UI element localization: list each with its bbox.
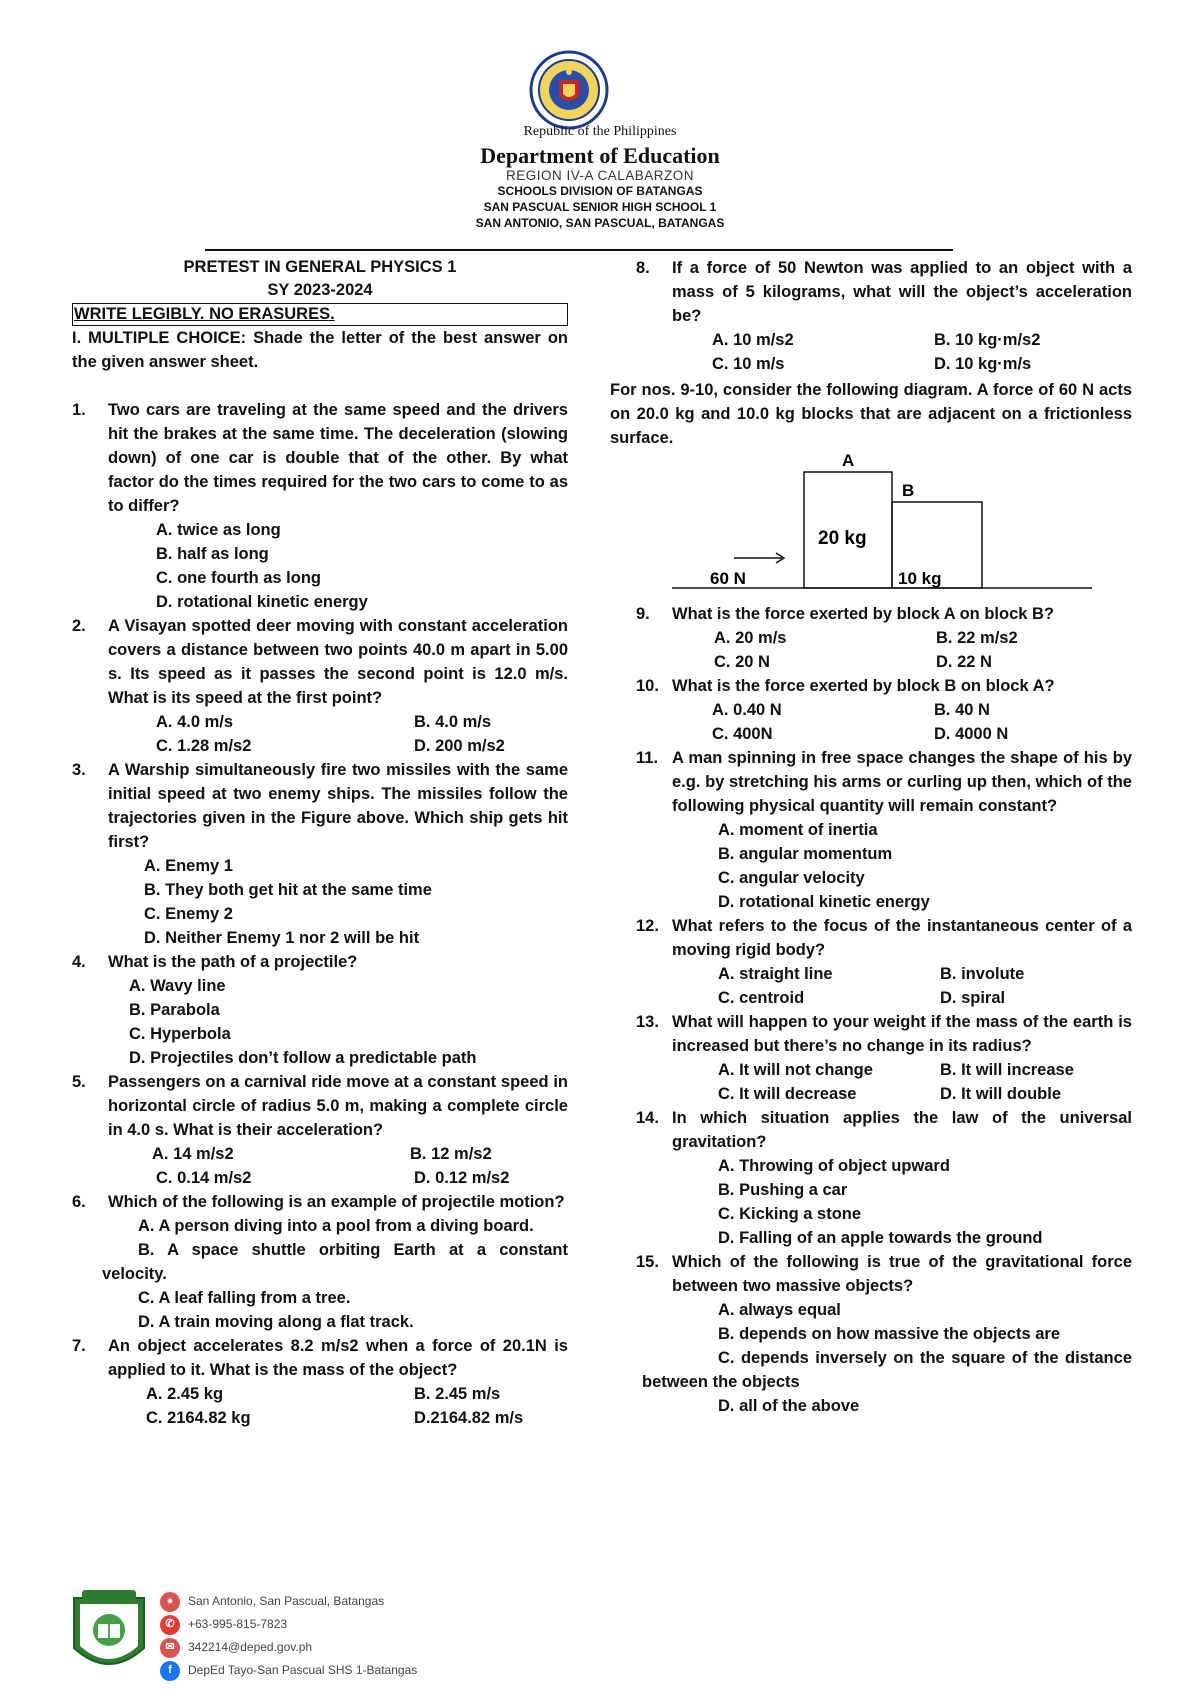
question-number: 13. (636, 1013, 659, 1031)
footer-contact (160, 1590, 417, 1682)
question-5 (72, 1070, 568, 1142)
option-c: C. Hyperbola (129, 1025, 231, 1043)
option-b: B. Parabola (129, 1001, 220, 1019)
option-a: A. It will not change (718, 1061, 873, 1079)
options-row-cd (636, 650, 1132, 674)
email-icon: ✉ (160, 1638, 180, 1658)
question-text: Which of the following is an example of projectile motion? (108, 1193, 565, 1211)
question-text: If a force of 50 Newton was applied to an object with a mass of 5 kilograms, what will the object’s acceleration be? (672, 259, 1132, 325)
option-a: A. straight line (718, 965, 833, 983)
question-text: Two cars are traveling at the same speed and the drivers hit the brakes at the same time. The deceleration (slowing down) of one car is double that of the other. By what factor do the times required for the two cars to come to as to differ? (108, 401, 568, 515)
option-b: B. angular momentum (718, 845, 893, 863)
question-text: What refers to the focus of the instantaneous center of a moving rigid body? (672, 917, 1132, 959)
question-6 (72, 1190, 568, 1214)
option-b: B. It will increase (940, 1061, 1074, 1079)
question-13 (636, 1010, 1132, 1058)
option-c: C. 0.14 m/s2 (156, 1169, 252, 1187)
question-number: 5. (72, 1073, 86, 1091)
question-8 (636, 256, 1132, 328)
question-15 (636, 1250, 1132, 1298)
option-d: D. rotational kinetic energy (156, 593, 368, 611)
question-number: 8. (636, 259, 650, 277)
school-address: SAN ANTONIO, SAN PASCUAL, BATANGAS (475, 216, 725, 230)
blocks-diagram-svg (672, 452, 1112, 602)
option-d: D. all of the above (718, 1397, 860, 1415)
question-number: 2. (72, 617, 86, 635)
option-b: B. Pushing a car (718, 1181, 848, 1199)
question-text: In which situation applies the law of the universal gravitation? (672, 1109, 1132, 1151)
blocks-diagram (636, 452, 1132, 602)
options-row-ab (636, 1058, 1132, 1082)
question-number: 7. (72, 1337, 86, 1355)
options-row-ab (636, 626, 1132, 650)
notice-box: WRITE LEGIBLY. NO ERASURES. (72, 303, 568, 326)
option-d: D. 200 m/s2 (414, 737, 505, 755)
option-c: C. Kicking a stone (718, 1205, 862, 1223)
division-text: SCHOOLS DIVISION OF BATANGAS (497, 184, 703, 198)
option-b: B. 10 kg·m/s2 (934, 331, 1041, 349)
diagram-intro: For nos. 9-10, consider the following diagram. A force of 60 N acts on 20.0 kg and 10.0 kg blocks that are adjacent on a frictionless surface. (610, 381, 1132, 447)
question-text: What will happen to your weight if the mass of the earth is increased but there’s no change in its radius? (672, 1013, 1132, 1055)
option-a: A. 14 m/s2 (152, 1145, 234, 1163)
department-title: Department of Education (480, 143, 720, 168)
option-c: C. 10 m/s (712, 355, 785, 373)
option-d: D. spiral (940, 989, 1006, 1007)
question-text: A Visayan spotted deer moving with constant acceleration covers a distance between two points 40.0 m apart in 5.00 s. Its speed as it passes the second point is 12.0 m/s. What is its speed at the first point? (108, 617, 568, 707)
republic-text: Republic of the Philippines (523, 124, 677, 139)
option-d: D. 10 kg·m/s (934, 355, 1032, 373)
option-c: C. 400N (712, 725, 773, 743)
school-logo (68, 1588, 150, 1684)
question-2 (72, 614, 568, 710)
option-a: A. Throwing of object upward (718, 1157, 950, 1175)
question-number: 1. (72, 401, 86, 419)
option-d: D. Neither Enemy 1 nor 2 will be hit (144, 929, 420, 947)
school-name: SAN PASCUAL SENIOR HIGH SCHOOL 1 (483, 200, 717, 214)
question-number: 15. (636, 1253, 659, 1271)
option-c: C. 20 N (714, 653, 770, 671)
option-c: C. 2164.82 kg (146, 1409, 251, 1427)
footer-phone: +63-995-815-7823 (188, 1617, 288, 1631)
options-row-cd (72, 734, 568, 758)
options-row-cd (72, 1406, 568, 1430)
options-row-ab (636, 328, 1132, 352)
mass-a-label: 20 kg (818, 528, 867, 549)
options-row-cd (636, 1082, 1132, 1106)
option-b: B. depends on how massive the objects are (718, 1325, 1061, 1343)
option-c: C. angular velocity (718, 869, 865, 887)
option-b: B. 4.0 m/s (414, 713, 492, 731)
option-d: D.2164.82 m/s (414, 1409, 524, 1427)
question-14 (636, 1106, 1132, 1154)
option-b: B. 12 m/s2 (410, 1145, 492, 1163)
question-text: What is the force exerted by block A on block B? (672, 605, 1055, 623)
question-text: A Warship simultaneously fire two missiles with the same initial speed at two enemy ships. The missiles follow the trajectories given in the Figure above. Which ship gets hit first? (108, 761, 568, 851)
question-number: 12. (636, 917, 659, 935)
options-row-ab (72, 1382, 568, 1406)
footer-address-row (160, 1590, 417, 1613)
options-row-ab (636, 698, 1132, 722)
option-a: A. 0.40 N (712, 701, 782, 719)
option-a: A. twice as long (156, 521, 281, 539)
question-number: 4. (72, 953, 86, 971)
footer-address: San Antonio, San Pascual, Batangas (188, 1594, 385, 1608)
label-a: A (842, 452, 855, 470)
header-divider (205, 249, 953, 251)
option-d: D. 0.12 m/s2 (414, 1169, 510, 1187)
option-c: C. centroid (718, 989, 805, 1007)
question-text: What is the force exerted by block B on block A? (672, 677, 1055, 695)
question-text: An object accelerates 8.2 m/s2 when a force of 20.1N is applied to it. What is the mass of the object? (108, 1337, 568, 1379)
option-d: D. Falling of an apple towards the ground (718, 1229, 1043, 1247)
question-11 (636, 746, 1132, 818)
exam-title: PRETEST IN GENERAL PHYSICS 1 (183, 258, 457, 276)
question-number: 11. (636, 749, 659, 767)
instruction-text: I. MULTIPLE CHOICE: Shade the letter of the best answer on the given answer sheet. (72, 329, 568, 371)
option-a: A. 10 m/s2 (712, 331, 794, 349)
option-a: A. 2.45 kg (146, 1385, 224, 1403)
question-number: 14. (636, 1109, 659, 1127)
question-text: Passengers on a carnival ride move at a constant speed in horizontal circle of radius 5.0 m, making a complete circle in 4.0 s. What is their acceleration? (108, 1073, 568, 1139)
option-a: A. A person diving into a pool from a diving board. (138, 1217, 534, 1235)
option-a: A. Enemy 1 (144, 857, 233, 875)
option-b: B. half as long (156, 545, 269, 563)
option-a: A. moment of inertia (718, 821, 878, 839)
school-year: SY 2023-2024 (267, 281, 373, 299)
phone-icon: ✆ (160, 1615, 180, 1635)
location-pin-icon: ● (160, 1592, 180, 1612)
question-text: A man spinning in free space changes the shape of his by e.g. by stretching his arms or curling up then, which of the following physical quantity will remain constant? (672, 749, 1132, 815)
question-10 (636, 674, 1132, 698)
question-7 (72, 1334, 568, 1382)
footer-facebook[interactable]: DepEd Tayo-San Pascual SHS 1-Batangas (188, 1663, 418, 1677)
right-column (610, 256, 1132, 1418)
option-d: D. 4000 N (934, 725, 1009, 743)
option-b: B. 22 m/s2 (936, 629, 1018, 647)
question-4 (72, 950, 568, 974)
option-c: C. Enemy 2 (144, 905, 233, 923)
option-b: B. 40 N (934, 701, 990, 719)
options-row-cd (636, 352, 1132, 376)
question-number: 6. (72, 1193, 86, 1211)
option-a: A. 20 m/s (714, 629, 787, 647)
option-c: C. one fourth as long (156, 569, 321, 587)
option-b: B. A space shuttle orbiting Earth at a constant velocity. (102, 1241, 568, 1283)
options-row-cd (636, 722, 1132, 746)
options-row-cd (72, 1166, 568, 1190)
question-3 (72, 758, 568, 854)
question-number: 10. (636, 677, 659, 695)
question-number: 3. (72, 761, 86, 779)
options-row-ab (636, 962, 1132, 986)
options-row-ab (72, 710, 568, 734)
deped-seal-logo (529, 50, 609, 130)
force-label: 60 N (710, 569, 746, 588)
option-d: D. rotational kinetic energy (718, 893, 930, 911)
option-d: D. A train moving along a flat track. (138, 1313, 414, 1331)
question-text: What is the path of a projectile? (108, 953, 358, 971)
options-row-cd (636, 986, 1132, 1010)
footer-phone-row (160, 1613, 417, 1636)
option-c: C. 1.28 m/s2 (156, 737, 252, 755)
footer-email[interactable]: 342214@deped.gov.ph (188, 1640, 313, 1654)
left-column (72, 256, 568, 1430)
option-d: D. 22 N (936, 653, 992, 671)
options-row-ab (72, 1142, 568, 1166)
question-9 (636, 602, 1132, 626)
footer-facebook-row (160, 1659, 417, 1682)
label-b: B (902, 481, 915, 500)
question-number: 9. (636, 605, 650, 623)
option-b: B. They both get hit at the same time (144, 881, 432, 899)
option-a: A. 4.0 m/s (156, 713, 234, 731)
option-c: C. It will decrease (718, 1085, 857, 1103)
option-a: A. Wavy line (129, 977, 226, 995)
option-c: C. A leaf falling from a tree. (138, 1289, 351, 1307)
question-1 (72, 398, 568, 518)
option-b: B. involute (940, 965, 1025, 983)
option-d: D. It will double (940, 1085, 1061, 1103)
region-text: REGION IV-A CALABARZON (505, 168, 695, 183)
mass-b-label: 10 kg (898, 569, 942, 588)
option-b: B. 2.45 m/s (414, 1385, 501, 1403)
facebook-icon: f (160, 1661, 180, 1681)
option-d: D. Projectiles don’t follow a predictable path (129, 1049, 477, 1067)
footer-email-row (160, 1636, 417, 1659)
option-a: A. always equal (718, 1301, 841, 1319)
option-c: C. depends inversely on the square of the distance between the objects (642, 1349, 1132, 1391)
question-text: Which of the following is true of the gravitational force between two massive objects? (672, 1253, 1132, 1295)
question-12 (636, 914, 1132, 962)
